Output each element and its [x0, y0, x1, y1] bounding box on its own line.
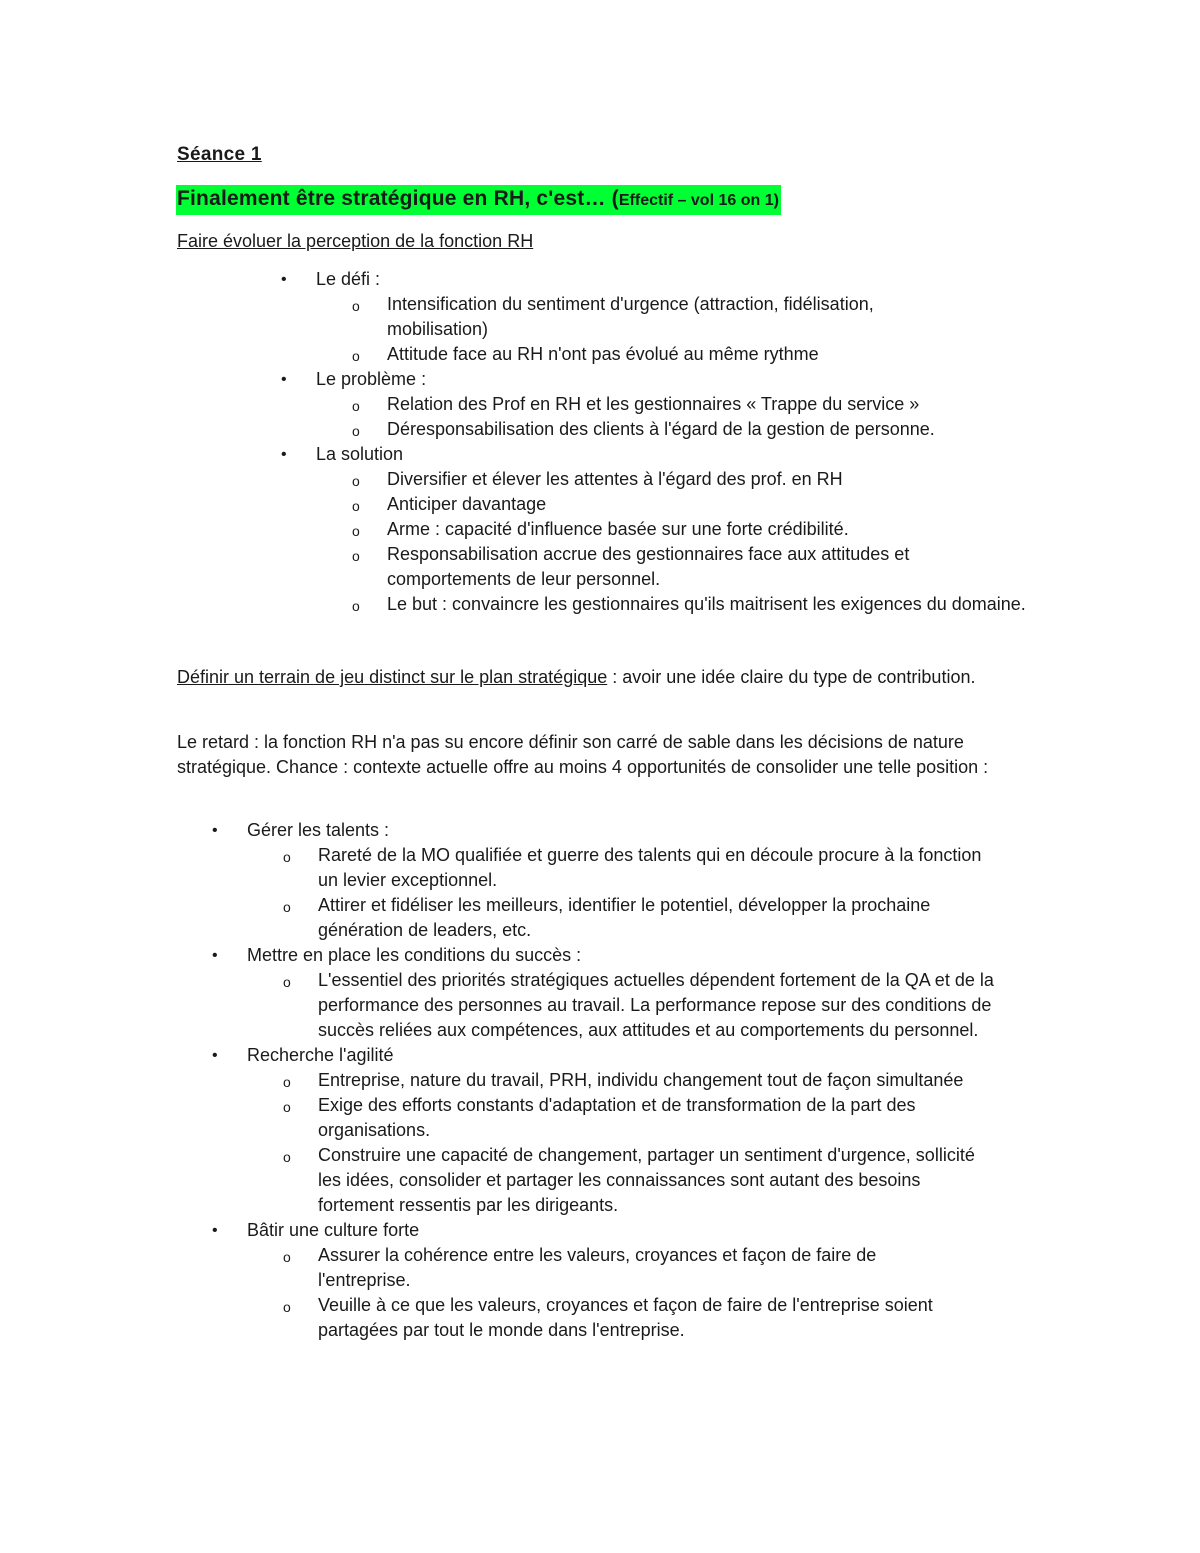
sub-list-item — [352, 417, 1037, 442]
sub-bullet-icon: o — [352, 423, 360, 439]
sub-list-item-text: Attitude face au RH n'ont pas évolué au même rythme — [387, 344, 819, 364]
list-item-solution — [177, 442, 1037, 617]
sub-list-item — [352, 542, 1037, 592]
sub-bullet-icon: o — [283, 1074, 291, 1090]
sub-list-item — [283, 843, 1037, 893]
sub-bullet-icon: o — [352, 473, 360, 489]
list-item-label: Mettre en place les conditions du succès : — [247, 945, 582, 965]
list-item-label: La solution — [316, 444, 404, 464]
sub-list-item — [352, 517, 1037, 542]
sub-list-item — [283, 968, 1037, 1043]
list-item-label: Le défi : — [316, 269, 381, 289]
sub-list-item-text: Intensification du sentiment d'urgence (attraction, fidélisation, mobilisation) — [387, 294, 874, 339]
sub-list-item — [352, 292, 1037, 342]
sub-list-item-text: Anticiper davantage — [387, 494, 547, 514]
main-heading-source: Effectif – vol 16 on 1) — [618, 192, 779, 209]
main-heading — [176, 185, 781, 215]
list-item-talents — [177, 818, 1037, 943]
list-item-label: Recherche l'agilité — [247, 1045, 394, 1065]
list-item-agilite — [177, 1043, 1037, 1218]
sub-list-item-text: Responsabilisation accrue des gestionnaires face aux attitudes et comportements de leur personnel. — [387, 544, 910, 589]
sub-bullet-icon: o — [283, 1149, 291, 1165]
section2-intro — [177, 665, 977, 690]
sub-list-item — [283, 1293, 1037, 1343]
sub-list-item — [352, 492, 1037, 517]
sub-list-item-text: Rareté de la MO qualifiée et guerre des talents qui en découle procure à la fonction un levier exceptionnel. — [318, 845, 982, 890]
bullet-icon: • — [212, 822, 218, 839]
seance-title: Séance 1 — [177, 144, 262, 165]
sub-bullet-icon: o — [352, 523, 360, 539]
bullet-icon: • — [281, 271, 287, 288]
sub-bullet-icon: o — [283, 1299, 291, 1315]
sub-list-item-text: Arme : capacité d'influence basée sur une forte crédibilité. — [387, 519, 849, 539]
sub-list-item-text: Attirer et fidéliser les meilleurs, identifier le potentiel, développer la prochaine génération de leaders, etc. — [318, 895, 931, 940]
sub-bullet-icon: o — [283, 899, 291, 915]
sub-bullet-icon: o — [283, 849, 291, 865]
list-item-culture — [177, 1218, 1037, 1343]
sub-list-item-text: Exige des efforts constants d'adaptation et de transformation de la part des organisations. — [318, 1095, 916, 1140]
sub-bullet-icon: o — [352, 548, 360, 564]
sub-list-item-text: Relation des Prof en RH et les gestionnaires « Trappe du service » — [387, 394, 920, 414]
sub-list-item-text: Déresponsabilisation des clients à l'égard de la gestion de personne. — [387, 419, 935, 439]
sub-list-item-text: Assurer la cohérence entre les valeurs, croyances et façon de faire de l'entreprise. — [318, 1245, 877, 1290]
sub-list-item-text: L'essentiel des priorités stratégiques actuelles dépendent fortement de la QA et de la performance des personnes au travail. La performance repose sur des conditions de succès reliées aux compétences, aux attitudes et au comportements du personnel. — [318, 970, 994, 1040]
sub-list-item — [352, 592, 1037, 617]
bullet-icon: • — [281, 446, 287, 463]
section2-paragraph: Le retard : la fonction RH n'a pas su encore définir son carré de sable dans les décisions de nature stratégique. Chance : contexte actuelle offre au moins 4 opportunités de consolider une telle position : — [177, 732, 989, 777]
sub-list-item-text: Entreprise, nature du travail, PRH, individu changement tout de façon simultanée — [318, 1070, 964, 1090]
sub-list-item — [283, 1243, 1037, 1293]
list-item-label: Bâtir une culture forte — [247, 1220, 420, 1240]
main-heading-text: Finalement être stratégique en RH, c'est… ( — [177, 187, 619, 210]
sub-bullet-icon: o — [283, 1099, 291, 1115]
sub-bullet-icon: o — [283, 974, 291, 990]
sub-list-item — [283, 893, 1037, 943]
sub-bullet-icon: o — [352, 298, 360, 314]
section2-title: Définir un terrain de jeu distinct sur le plan stratégique — [177, 667, 608, 687]
sub-list-item — [352, 467, 1037, 492]
sub-list-item-text: Veuille à ce que les valeurs, croyances et façon de faire de l'entreprise soient partagées par tout le monde dans l'entreprise. — [318, 1295, 933, 1340]
sub-list-item-text: Construire une capacité de changement, partager un sentiment d'urgence, sollicité les idées, consolider et partager les connaissances sont autant des besoins fortement ressentis par les dirigeants. — [318, 1145, 975, 1215]
bullet-icon: • — [212, 1047, 218, 1064]
section2-title-rest: : avoir une idée claire du type de contribution. — [607, 667, 976, 687]
list-item-defi — [177, 267, 1037, 367]
sub-list-item — [352, 342, 1037, 367]
sub-bullet-icon: o — [352, 398, 360, 414]
sub-list-item — [352, 392, 1037, 417]
section1-list — [177, 267, 1037, 617]
sub-list-item — [283, 1143, 1037, 1218]
bullet-icon: • — [212, 1222, 218, 1239]
bullet-icon: • — [281, 371, 287, 388]
sub-list-item-text: Le but : convaincre les gestionnaires qu'ils maitrisent les exigences du domaine. — [387, 594, 1026, 614]
sub-bullet-icon: o — [352, 348, 360, 364]
list-item-conditions — [177, 943, 1037, 1043]
sub-bullet-icon: o — [352, 598, 360, 614]
section2-list — [177, 818, 1037, 1343]
sub-bullet-icon: o — [352, 498, 360, 514]
sub-list-item-text: Diversifier et élever les attentes à l'égard des prof. en RH — [387, 469, 843, 489]
list-item-label: Gérer les talents : — [247, 820, 390, 840]
sub-bullet-icon: o — [283, 1249, 291, 1265]
section1-title: Faire évoluer la perception de la fonction RH — [177, 231, 534, 251]
sub-list-item — [283, 1093, 1037, 1143]
sub-list-item — [283, 1068, 1037, 1093]
list-item-label: Le problème : — [316, 369, 427, 389]
bullet-icon: • — [212, 947, 218, 964]
list-item-probleme — [177, 367, 1037, 442]
